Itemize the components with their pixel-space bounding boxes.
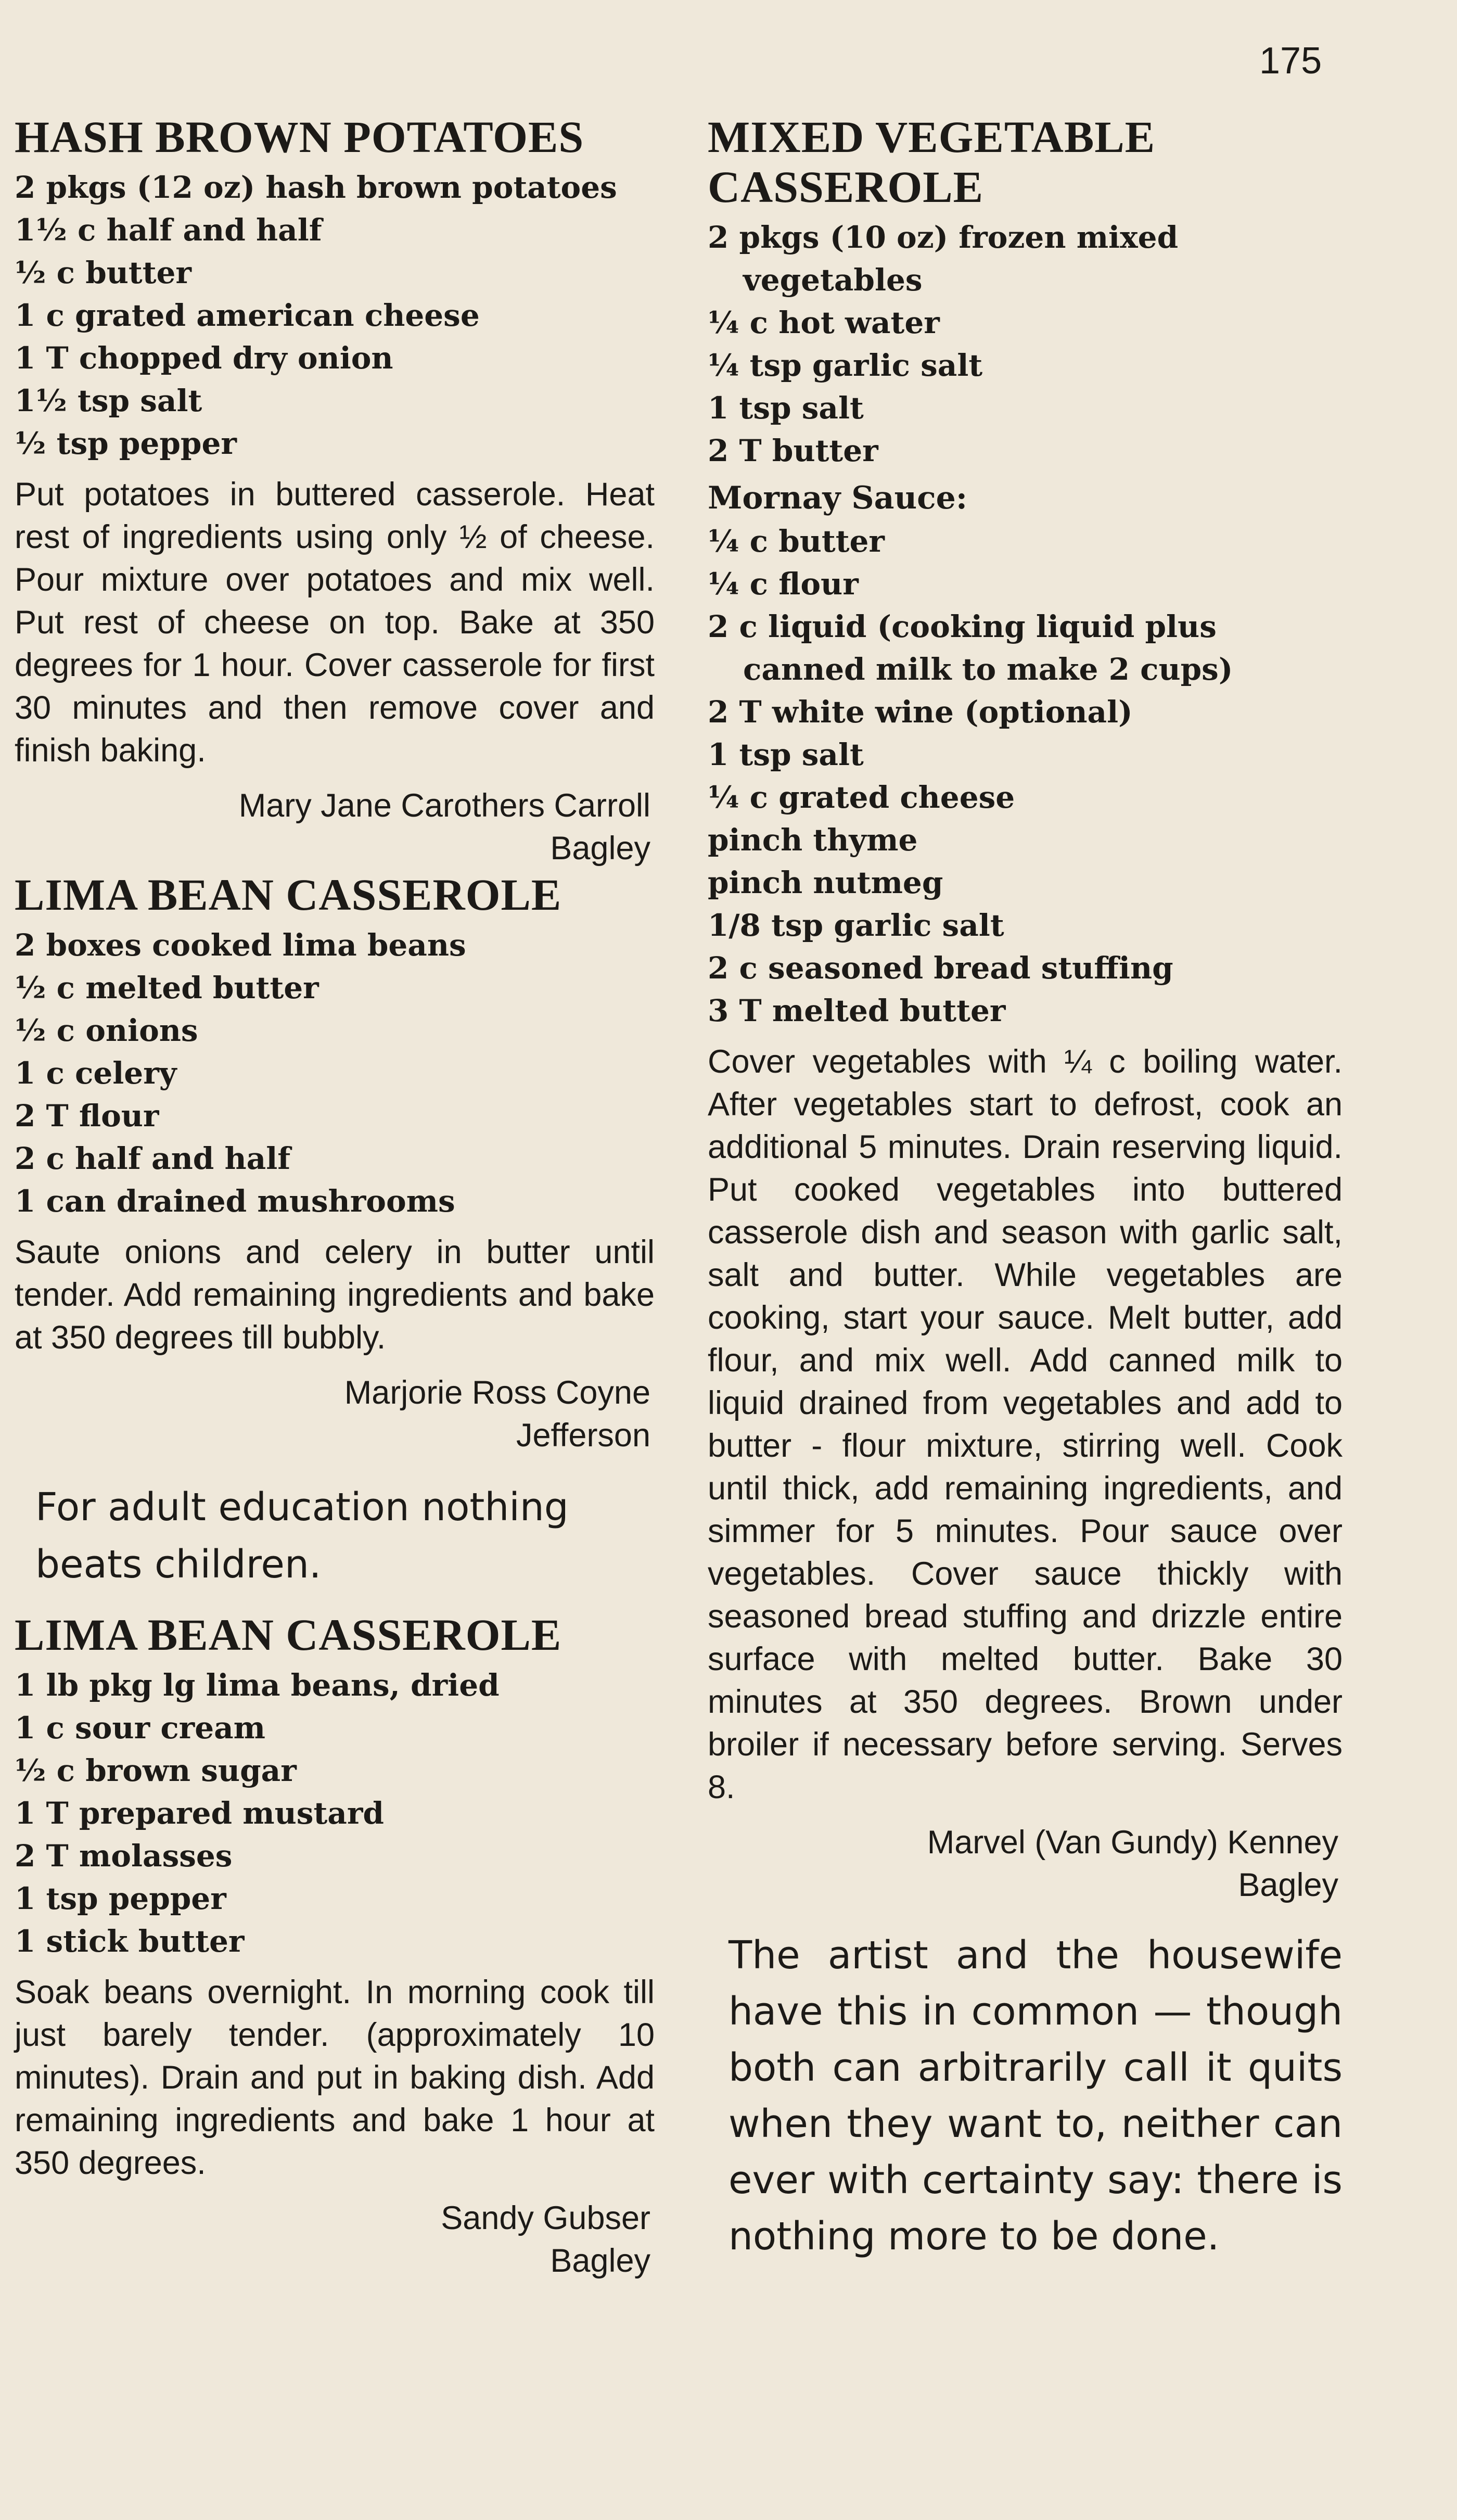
ingredient: 2 T molasses <box>15 1838 233 1874</box>
ingredient: 1 T prepared mustard <box>15 1796 384 1831</box>
ingredient: 2 T flour <box>15 1098 159 1134</box>
ingredient-list <box>708 216 1343 472</box>
ingredient-list <box>15 924 655 1223</box>
ingredient: ½ c butter <box>15 255 191 290</box>
ingredient: 3 T melted butter <box>708 993 1006 1028</box>
recipe-title: LIMA BEAN CASSEROLE <box>15 870 562 920</box>
ingredient: 1 T chopped dry onion <box>15 340 393 376</box>
recipe-credit <box>15 784 650 870</box>
ingredient-list <box>15 1664 655 1963</box>
ingredient: ½ c onions <box>15 1013 198 1048</box>
ingredient: 2 c seasoned bread stuffing <box>708 950 1173 986</box>
ingredient: ¼ c grated cheese <box>708 780 1015 815</box>
recipe-town: Bagley <box>550 830 650 867</box>
recipe-directions: Saute onions and celery in butter until tender. Add remaining ingredients and bake at 350 degrees till bubbly. <box>15 1234 655 1356</box>
ingredient: ½ c melted butter <box>15 970 319 1006</box>
ingredient: ¼ c flour <box>708 566 859 602</box>
ingredient: ¼ c butter <box>708 524 885 559</box>
ingredient: 2 c liquid (cooking liquid plus canned milk to make 2 cups) <box>708 609 1233 687</box>
ingredient: pinch nutmeg <box>708 865 943 900</box>
ingredient: 1 tsp pepper <box>15 1881 226 1916</box>
right-column <box>708 112 1343 2264</box>
ingredient: 2 boxes cooked lima beans <box>15 927 466 963</box>
recipe-author: Marjorie Ross Coyne <box>344 1374 650 1411</box>
recipe-title: HASH BROWN POTATOES <box>15 112 584 162</box>
ingredient-list <box>15 166 655 465</box>
recipe-town: Bagley <box>1238 1867 1338 1903</box>
page-number: 175 <box>1259 40 1322 82</box>
ingredient: ¼ c hot water <box>708 305 940 340</box>
recipe-credit <box>15 1371 650 1457</box>
ingredient: 2 pkgs (12 oz) hash brown potatoes <box>15 170 617 205</box>
recipe-town: Jefferson <box>516 1417 650 1454</box>
recipe-town: Bagley <box>550 2243 650 2279</box>
ingredient: pinch thyme <box>708 822 918 858</box>
recipe-directions: Soak beans overnight. In morning cook till just barely tender. (approximately 10 minutes). Drain and put in baking dish. Add remaining ingredients and bake 1 hour at 350 degrees. <box>15 1974 655 2181</box>
ingredient: 2 c half and half <box>15 1141 291 1176</box>
ingredient: 1 lb pkg lg lima beans, dried <box>15 1668 500 1703</box>
sauce-ingredient-list <box>708 520 1343 1032</box>
ingredient: 1 c sour cream <box>15 1710 266 1746</box>
recipe-lima-bean-casserole-1 <box>15 870 655 1457</box>
filler-quote: The artist and the housewife have this in common — though both can arbitrarily call it quits when they want to, neither can ever with certainty say: there is nothing more to be done. <box>728 1933 1343 2259</box>
ingredient: 1 c grated american cheese <box>15 298 480 333</box>
ingredient: ¼ tsp garlic salt <box>708 348 983 383</box>
recipe-mixed-vegetable-casserole <box>708 112 1343 1906</box>
ingredient: 1 tsp salt <box>708 737 864 772</box>
left-column <box>15 112 655 2282</box>
ingredient: ½ tsp pepper <box>15 426 237 461</box>
ingredient: 1½ tsp salt <box>15 383 202 418</box>
recipe-directions: Put potatoes in buttered casserole. Heat rest of ingredients using only ½ of cheese. Pour mixture over potatoes and mix well. Put rest of cheese on top. Bake at 350 degrees for 1 hour. Cover casserole for first 30 minutes and then remove cover and finish baking. <box>15 476 655 769</box>
ingredient: 2 T butter <box>708 433 878 468</box>
recipe-lima-bean-casserole-2 <box>15 1610 655 2282</box>
recipe-credit <box>708 1821 1338 1906</box>
recipe-author: Mary Jane Carothers Carroll <box>238 787 650 824</box>
ingredient: 1 can drained mushrooms <box>15 1183 455 1219</box>
recipe-author: Sandy Gubser <box>441 2200 650 2236</box>
ingredient: 1 c celery <box>15 1055 177 1091</box>
recipe-title: LIMA BEAN CASSEROLE <box>15 1610 562 1660</box>
recipe-directions: Cover vegetables with ¼ c boiling water. After vegetables start to defrost, cook an additional 5 minutes. Drain reserving liquid. Put cooked vegetables into buttered casserole dish and season with garlic salt, salt and butter. While vegetables are cooking, start your sauce. Melt butter, add flour, and mix well. Add canned milk to liquid drained from vegetables and add to butter - flour mixture, stirring well. Cook until thick, add remaining ingredients, and simmer for 5 minutes. Pour sauce over vegetables. Cover sauce thickly with seasoned bread stuffing and drizzle entire surface with melted butter. Bake 30 minutes at 350 degrees. Brown under broiler if necessary before serving. Serves 8. <box>708 1043 1343 1805</box>
ingredient: ½ c brown sugar <box>15 1753 297 1788</box>
recipe-credit <box>15 2197 650 2282</box>
filler-quote: For adult education nothing beats children. <box>35 1485 569 1587</box>
ingredient: 2 T white wine (optional) <box>708 694 1133 730</box>
sauce-heading: Mornay Sauce: <box>708 480 967 516</box>
recipe-hash-brown-potatoes <box>15 112 655 870</box>
recipe-author: Marvel (Van Gundy) Kenney <box>927 1824 1338 1861</box>
ingredient: 1/8 tsp garlic salt <box>708 908 1004 943</box>
recipe-title: MIXED VEGETABLE CASSEROLE <box>708 112 1156 212</box>
ingredient: 1 tsp salt <box>708 390 864 426</box>
ingredient: 1 stick butter <box>15 1924 245 1959</box>
ingredient: 1½ c half and half <box>15 212 322 248</box>
ingredient: 2 pkgs (10 oz) frozen mixed vegetables <box>708 220 1179 298</box>
